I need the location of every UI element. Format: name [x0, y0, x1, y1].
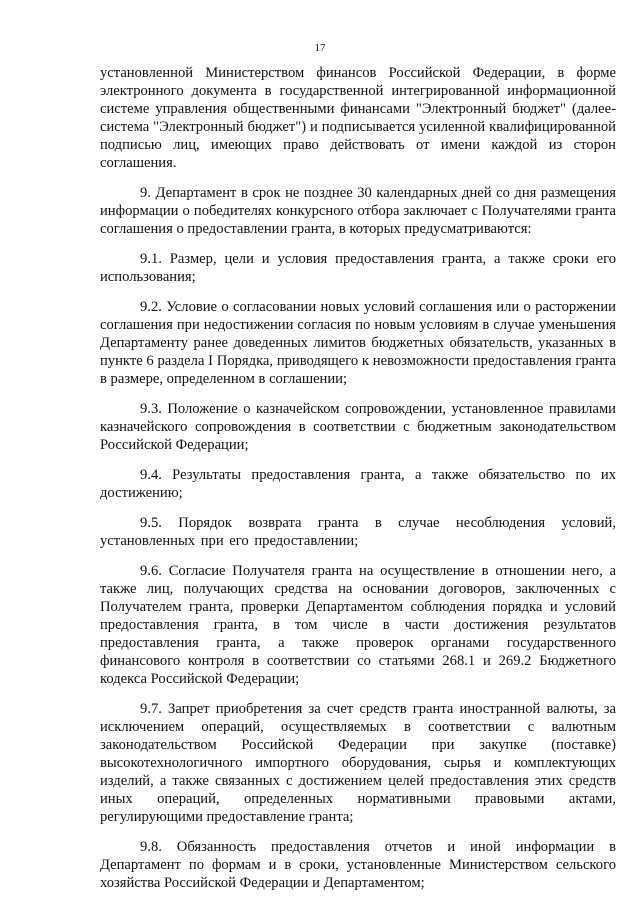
page-number: 17: [314, 42, 326, 54]
paragraph-item-9-1: 9.1. Размер, цели и условия предоставления гранта, а также сроки его использования;: [100, 251, 616, 285]
paragraph-item-9-6: 9.6. Согласие Получателя гранта на осуществление в отношении него, а также лиц, получающих средства на основании договоров, заключенных с Получателем гранта, проверки Департаментом соблюдения порядка и условий предоставления гранта, в том числе в части достижения результатов предоставления гранта, а также проверок органами государственного финансового контроля в соответствии со статьями 268.1 и 269.2 Бюджетного кодекса Российской Федерации;: [100, 563, 616, 687]
paragraph-item-9-2: 9.2. Условие о согласовании новых условий соглашения или о расторжении соглашения при недостижении согласия по новым условиям в случае уменьшения Департаменту ранее доведенных лимитов бюджетных обязательств, указанных в пункте 6 раздела I Порядка, приводящего к невозможности предоставления гранта в размере, определенном в соглашении;: [100, 299, 616, 387]
paragraph-item-9-3: 9.3. Положение о казначейском сопровождении, установленное правилами казначейского сопровождения в соответствии с бюджетным законодательством Российской Федерации;: [100, 401, 616, 453]
paragraph-item-9: 9. Департамент в срок не позднее 30 календарных дней со дня размещения информации о победителях конкурсного отбора заключает с Получателями гранта соглашения о предоставлении гранта, в которых предусматриваются:: [100, 185, 616, 237]
paragraph-continuation: установленной Министерством финансов Российской Федерации, в форме электронного документа в государственной интегрированной информационной системе управления общественными финансами "Электронный бюджет" (далее-система "Электронный бюджет") и подписывается усиленной квалифицированной подписью лиц, имеющих право действовать от имени каждой из сторон соглашения.: [100, 65, 616, 171]
paragraph-item-9-5: 9.5. Порядок возврата гранта в случае несоблюдения условий, установленных при его предоставлении;: [100, 515, 616, 549]
paragraph-item-9-8: 9.8. Обязанность предоставления отчетов и иной информации в Департамент по формам и в сроки, установленные Министерством сельского хозяйства Российской Федерации и Департаментом;: [100, 839, 616, 891]
document-body: [100, 64, 616, 904]
paragraph-item-9-7: 9.7. Запрет приобретения за счет средств гранта иностранной валюты, за исключением операций, осуществляемых в соответствии с валютным законодательством Российской Федерации при закупке (поставке) высокотехнологичного импортного оборудования, сырья и комплектующих изделий, а также связанных с достижением целей предоставления этих средств иных операций, определенных нормативными правовыми актами, регулирующими предоставление гранта;: [100, 701, 616, 825]
paragraph-item-9-4: 9.4. Результаты предоставления гранта, а также обязательство по их достижению;: [100, 467, 616, 501]
